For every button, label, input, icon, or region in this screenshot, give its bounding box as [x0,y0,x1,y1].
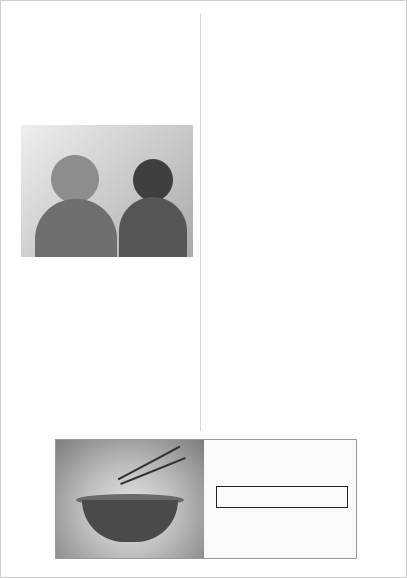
right-column-paragraph-1 [209,13,381,431]
photo-caption [21,259,193,267]
ad-food-photo [56,440,204,558]
ad-shop-logo [216,486,348,508]
article-photo [21,125,193,257]
left-column-paragraph-2 [21,271,193,431]
column-divider [200,13,201,431]
ad-tagline [210,448,350,478]
ad-pot [82,500,178,542]
photo-person-left-head [51,155,99,203]
photo-person-right-body [119,197,187,257]
ad-contact-details [210,510,350,550]
left-column-paragraph-1 [21,13,193,121]
photo-person-right-head [133,159,173,201]
photo-person-left-body [35,199,117,257]
advertisement [55,439,357,559]
